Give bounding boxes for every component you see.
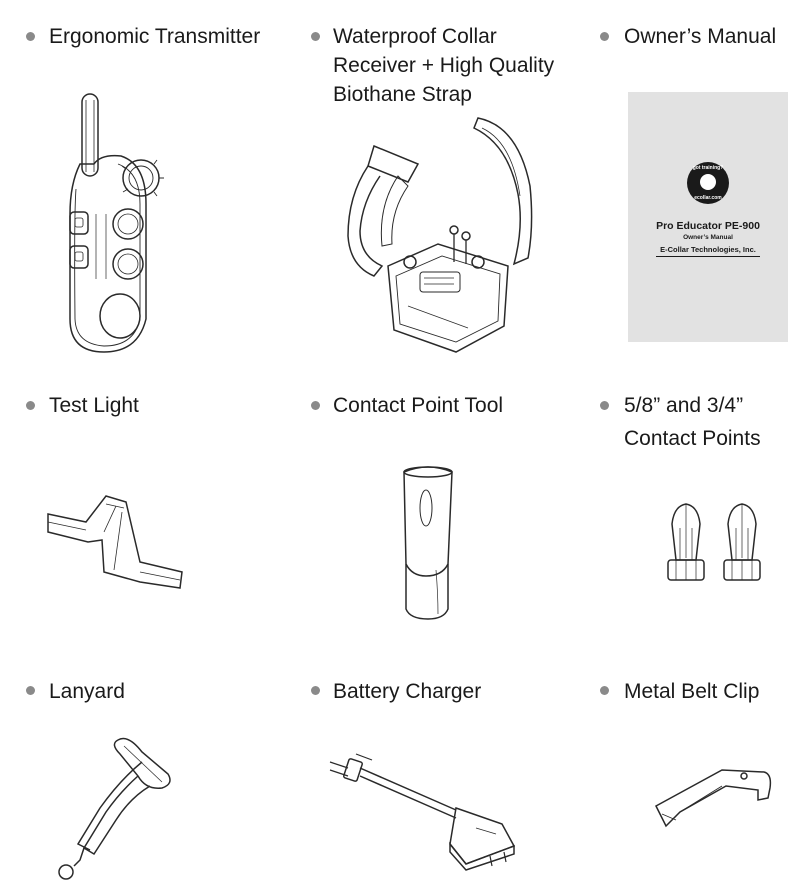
- item-label: Owner’s Manual: [624, 25, 777, 48]
- item-label: 5/8” and 3/4”: [624, 394, 744, 417]
- item-label: Battery Charger: [333, 680, 482, 703]
- item-label: Contact Point Tool: [333, 394, 504, 417]
- bullet-icon: [600, 32, 609, 41]
- manual-company: E-Collar Technologies, Inc.: [660, 245, 756, 254]
- manual-subtitle: Owner’s Manual: [683, 234, 733, 241]
- collar-receiver-icon: [338, 116, 538, 356]
- lanyard-icon: [50, 732, 176, 882]
- item-label: Lanyard: [49, 680, 125, 703]
- bullet-icon: [600, 401, 609, 410]
- item-label: Receiver + High Quality: [333, 54, 555, 77]
- paw-icon: [700, 174, 716, 190]
- item-label: Metal Belt Clip: [624, 680, 760, 703]
- transmitter-icon: [66, 94, 166, 356]
- bullet-icon: [311, 32, 320, 41]
- logo-top-text: got training?: [692, 165, 724, 171]
- owners-manual-image: [628, 92, 788, 342]
- bullet-icon: [311, 686, 320, 695]
- item-label: Ergonomic Transmitter: [49, 25, 261, 48]
- manual-rule: [656, 256, 760, 257]
- bullet-icon: [600, 686, 609, 695]
- item-label: Contact Points: [624, 427, 761, 450]
- manual-title: Pro Educator PE-900: [656, 220, 760, 232]
- battery-charger-icon: [326, 748, 530, 870]
- contact-points-icon: [664, 500, 768, 586]
- ecollar-logo: [687, 162, 729, 204]
- item-label: Waterproof Collar: [333, 25, 497, 48]
- bullet-icon: [26, 401, 35, 410]
- belt-clip-icon: [652, 762, 778, 832]
- bullet-icon: [311, 401, 320, 410]
- bullet-icon: [26, 686, 35, 695]
- item-label: Test Light: [49, 394, 139, 417]
- bullet-icon: [26, 32, 35, 41]
- contact-point-tool-icon: [398, 464, 458, 622]
- logo-bottom-text: ecollar.com: [694, 195, 722, 201]
- item-label: Biothane Strap: [333, 83, 472, 106]
- test-light-icon: [44, 492, 186, 594]
